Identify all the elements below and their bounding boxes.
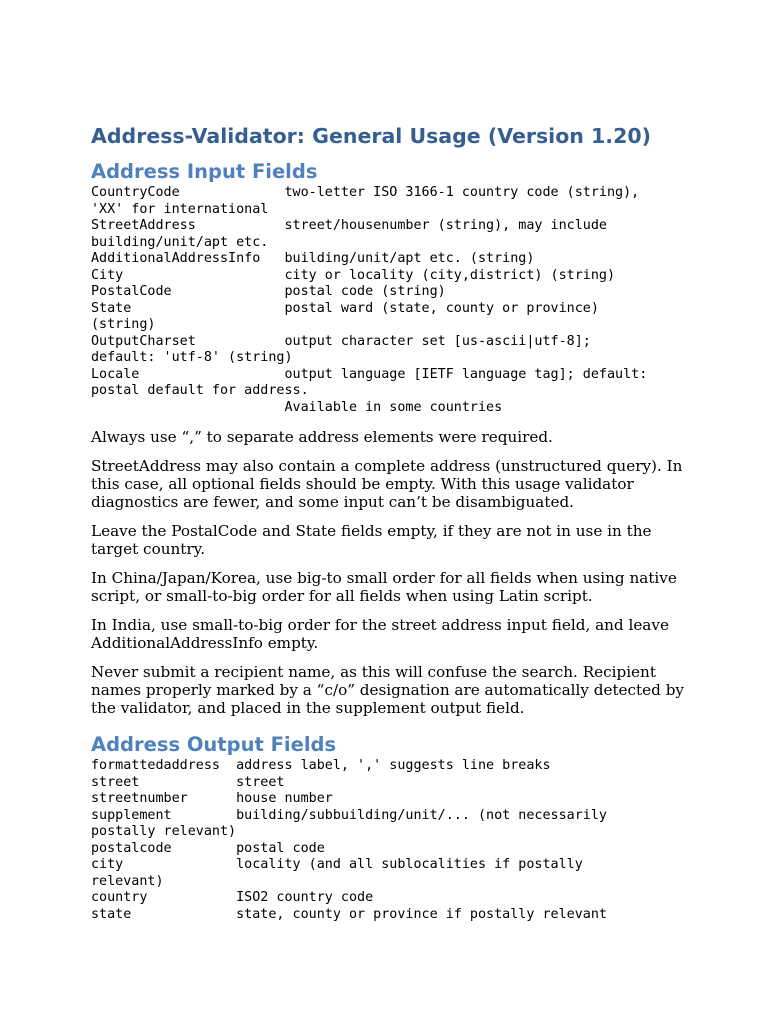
note-separator: Always use “,” to separate address elements were required.: [91, 428, 553, 446]
note-cjk-order: In China/Japan/Korea, use big-to small order for all fields when using native script, or small-to-big order for all fields when using Latin script.: [91, 569, 677, 605]
note-recipient-name: Never submit a recipient name, as this will confuse the search. Recipient names properly marked by a “c/o” designation are automatically detected by the validator, and placed in the supplement output field.: [91, 663, 684, 717]
note-india-order: In India, use small-to-big order for the street address input field, and leave AdditionalAddressInfo empty.: [91, 616, 669, 652]
output-fields-heading: Address Output Fields: [91, 733, 337, 756]
document-title: Address-Validator: General Usage (Version 1.20): [91, 124, 651, 148]
input-fields-list: CountryCode two-letter ISO 3166-1 country code (string), 'XX' for international StreetAddress street/housenumber (string), may include building/unit/apt etc. AdditionalAddressInfo building/unit/apt etc. (string) City city or locality (city,district) (string) PostalCode postal code (string) State postal ward (state, county or province) (string) OutputCharset output character set [us-ascii|utf-8]; default: 'utf-8' (string) Locale output language [IETF language tag]; default: postal default for address. Available in some countries: [91, 185, 648, 415]
document-page: [91, 122, 691, 923]
input-fields-heading: Address Input Fields: [91, 160, 318, 183]
usage-notes: [91, 428, 691, 717]
note-empty-fields: Leave the PostalCode and State fields empty, if they are not in use in the target country.: [91, 522, 652, 558]
output-fields-list: formattedaddress address label, ',' suggests line breaks street street streetnumber house number supplement building/subbuilding/unit/... (not necessarily postally relevant) postalcode postal code city locality (and all sublocalities if postally relevant) country ISO2 country code state state, county or province if postally relevant: [91, 758, 607, 922]
note-unstructured-query: StreetAddress may also contain a complete address (unstructured query). In this case, all optional fields should be empty. With this usage validator diagnostics are fewer, and some input can’t be disambiguated.: [91, 457, 683, 511]
